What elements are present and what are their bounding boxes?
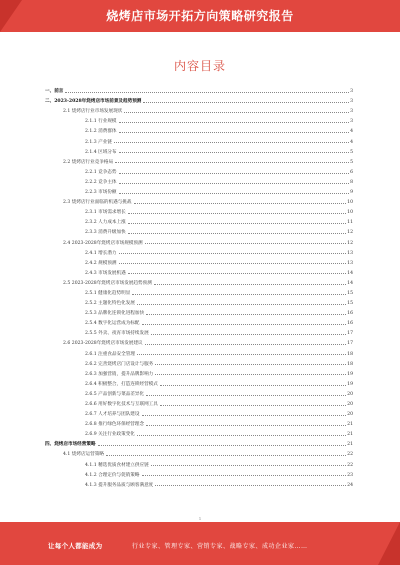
toc-entry-label: 2.6.2 完善烧烤店门店设计与服务	[85, 361, 154, 367]
toc-entry-label: 2.2.1 竞争态势	[85, 169, 117, 175]
toc-dot-leader	[128, 273, 346, 274]
toc-entry[interactable]	[45, 104, 353, 114]
toc-dot-leader	[124, 112, 349, 113]
toc-entry[interactable]	[45, 346, 353, 356]
toc-entry[interactable]	[45, 306, 353, 316]
toc-entry-label: 2.2.2 竞争主体	[85, 179, 117, 185]
toc-dot-leader	[119, 193, 350, 194]
toc-dot-leader	[137, 304, 346, 305]
toc-dot-leader	[114, 142, 349, 143]
toc-entry-label: 2.5.3 品牌化连锁化进程加快	[85, 311, 145, 317]
toc-entry[interactable]	[45, 478, 353, 488]
toc-entry-label: 2.1.1 行业规模	[85, 119, 117, 125]
toc-entry-label: 2.3 烧烤店行业面临的机遇与挑战	[63, 200, 132, 206]
toc-dot-leader	[160, 405, 346, 406]
toc-entry-page: 23	[347, 472, 353, 478]
toc-entry-label: 2.6.7 人才培养与团队建设	[85, 412, 140, 418]
toc-entry-label: 二、2023-2028年烧烤店市场前景及趋势预测	[45, 99, 142, 105]
toc-entry[interactable]	[45, 84, 353, 94]
toc-dot-leader	[132, 294, 346, 295]
toc-dot-leader	[146, 395, 346, 396]
toc-entry[interactable]	[45, 447, 353, 457]
toc-dot-leader	[142, 324, 347, 325]
toc-entry[interactable]	[45, 417, 353, 427]
toc-entry-label: 2.4.2 规模预测	[85, 260, 117, 266]
toc-entry-label: 4.1.3 提升服务品质与顾客满意度	[85, 482, 154, 488]
toc-entry-page: 14	[347, 270, 353, 276]
toc-entry-page: 18	[347, 361, 353, 367]
toc-entry-page: 14	[347, 280, 353, 286]
toc-entry[interactable]	[45, 316, 353, 326]
toc-entry-label: 2.6.5 产品创新与菜品差异化	[85, 391, 145, 397]
toc-entry-label: 2.5.2 主题化特色化发展	[85, 301, 135, 307]
toc-dot-leader	[119, 183, 350, 184]
toc-entry-label: 2.3.2 人力成本上涨	[85, 220, 126, 226]
toc-entry-page: 5	[350, 159, 353, 165]
toc-entry-label: 2.6 2023-2028年烧烤店市场发展建议	[63, 341, 143, 347]
toc-dot-leader	[128, 213, 346, 214]
toc-entry-page: 21	[347, 442, 353, 448]
toc-entry[interactable]	[45, 468, 353, 478]
toc-entry-page: 20	[347, 412, 353, 418]
footer-slogan: 让每个人都能成为	[48, 542, 103, 550]
toc-entry-page: 20	[347, 402, 353, 407]
toc-entry-label: 2.4.1 增长潜力	[85, 250, 117, 256]
toc-dot-leader	[155, 364, 346, 365]
toc-entry[interactable]	[45, 124, 353, 134]
toc-entry-page: 11	[347, 220, 353, 226]
toc-entry-page: 21	[347, 422, 353, 428]
toc-entry-page: 15	[347, 301, 353, 307]
toc-dot-leader	[142, 475, 347, 476]
toc-entry-label: 4.1 烧烤店运营策略	[63, 452, 104, 458]
toc-entry-label: 2.6.4 积极整合，打造连锁经营模式	[85, 381, 158, 387]
toc-dot-leader	[119, 173, 350, 174]
toc-entry[interactable]	[45, 225, 353, 235]
toc-dot-leader	[119, 263, 347, 264]
toc-entry[interactable]	[45, 336, 353, 346]
toc-entry[interactable]	[45, 407, 353, 417]
toc-dot-leader	[119, 122, 350, 123]
toc-entry-page: 3	[350, 119, 353, 125]
toc-entry[interactable]	[45, 195, 353, 205]
toc-entry-page: 3	[350, 89, 353, 95]
toc-entry-label: 2.5 2023-2028年烧烤店市场发展趋势预测	[63, 280, 152, 286]
toc-entry[interactable]	[45, 437, 353, 447]
toc-entry[interactable]	[45, 256, 353, 266]
toc-dot-leader	[155, 485, 346, 486]
toc-entry-page: 19	[347, 371, 353, 377]
toc-dot-leader	[134, 203, 347, 204]
toc-entry-page: 9	[350, 190, 353, 196]
toc-entry[interactable]	[45, 326, 353, 336]
toc-dot-leader	[137, 435, 346, 436]
toc-entry[interactable]	[45, 246, 353, 256]
toc-entry-page: 18	[347, 351, 353, 357]
toc-dot-leader	[128, 233, 346, 234]
toc-entry[interactable]	[45, 296, 353, 306]
toc-entry-page: 13	[347, 250, 353, 256]
toc-entry-page: 4	[350, 139, 353, 145]
toc-entry-page: 17	[347, 331, 353, 337]
toc-entry[interactable]	[45, 367, 353, 377]
toc-entry-label: 4.1.2 合理定价与促销策略	[85, 472, 140, 478]
toc-entry[interactable]	[45, 266, 353, 276]
toc-entry-page: 22	[347, 462, 353, 468]
toc-dot-leader	[119, 152, 350, 153]
footer-tagline: 行业专家、管理专家、营销专家、战略专家、成功企业家……	[132, 543, 308, 550]
toc-entry[interactable]	[45, 114, 353, 124]
toc-dot-leader	[128, 223, 346, 224]
toc-entry[interactable]	[45, 165, 353, 175]
toc-dot-leader	[154, 284, 346, 285]
toc-entry[interactable]	[45, 155, 353, 165]
toc-dot-leader	[98, 445, 347, 446]
toc-entry[interactable]	[45, 94, 353, 104]
toc-dot-leader	[155, 374, 346, 375]
toc-entry[interactable]	[45, 175, 353, 185]
toc-entry-page: 20	[347, 391, 353, 397]
toc-entry-label: 2.6.3 加强营销，提升品牌影响力	[85, 371, 154, 377]
toc-dot-leader	[65, 92, 349, 93]
toc-entry-label: 2.3.1 市场需求增长	[85, 210, 126, 216]
footer-bar	[0, 522, 400, 565]
toc-entry-label: 2.4.3 市场发展机遇	[85, 270, 126, 276]
toc-entry-page: 3	[350, 99, 353, 105]
toc-entry-page: 16	[347, 311, 353, 317]
table-of-contents	[45, 84, 353, 488]
toc-entry-page: 21	[347, 432, 353, 438]
toc-entry[interactable]	[45, 397, 353, 407]
toc-entry-label: 2.5.4 数字化运营成为标配	[85, 321, 140, 327]
toc-entry-label: 2.6.6 用好数字化技术与互联网工具	[85, 402, 158, 407]
toc-entry-page: 6	[350, 169, 353, 175]
toc-entry-page: 10	[347, 200, 353, 206]
toc-entry-label: 2.3.3 消费升级加快	[85, 230, 126, 236]
toc-dot-leader	[115, 162, 349, 163]
toc-entry-label: 2.2 烧烤店行业竞争格局	[63, 159, 114, 165]
toc-entry-page: 19	[347, 381, 353, 387]
toc-entry-label: 2.6.8 推行绿色环保经营理念	[85, 422, 145, 428]
toc-dot-leader	[160, 385, 346, 386]
toc-entry[interactable]	[45, 427, 353, 437]
toc-dot-leader	[142, 415, 347, 416]
toc-entry-page: 5	[350, 149, 353, 155]
toc-entry-page: 4	[350, 129, 353, 135]
toc-dot-leader	[146, 314, 346, 315]
toc-entry[interactable]	[45, 145, 353, 155]
header-bar	[0, 0, 400, 32]
toc-entry-page: 16	[347, 321, 353, 327]
toc-entry-page: 17	[347, 341, 353, 347]
toc-entry[interactable]	[45, 286, 353, 296]
toc-entry-label: 2.1 烧烤店行业市场发展现状	[63, 109, 123, 115]
toc-entry-page: 24	[347, 482, 353, 488]
toc-entry-label: 一、前言	[45, 89, 64, 95]
toc-entry[interactable]	[45, 215, 353, 225]
toc-entry-page: 3	[350, 109, 353, 115]
toc-entry-page: 10	[347, 210, 353, 216]
toc-dot-leader	[145, 243, 347, 244]
toc-dot-leader	[151, 334, 346, 335]
toc-entry[interactable]	[45, 235, 353, 245]
toc-entry-label: 2.1.4 区域分布	[85, 149, 117, 155]
toc-entry-label: 四、烧烤店市场经营策略	[45, 442, 96, 448]
toc-entry-page: 8	[350, 179, 353, 185]
toc-entry-label: 4.1.1 精选优质食材建立供应链	[85, 462, 149, 468]
toc-entry-label: 2.1.2 消费群体	[85, 129, 117, 135]
toc-entry-page: 22	[347, 452, 353, 458]
toc-entry-page: 15	[347, 290, 353, 296]
toc-entry[interactable]	[45, 387, 353, 397]
toc-title: 内容目录	[173, 59, 226, 73]
toc-entry[interactable]	[45, 205, 353, 215]
report-title: 烧烤店市场开拓方向策略研究报告	[106, 9, 294, 23]
toc-dot-leader	[143, 102, 349, 103]
toc-dot-leader	[137, 354, 346, 355]
toc-entry[interactable]	[45, 377, 353, 387]
toc-entry[interactable]	[45, 276, 353, 286]
toc-entry[interactable]	[45, 134, 353, 144]
toc-dot-leader	[106, 455, 346, 456]
toc-entry-page: 12	[347, 240, 353, 246]
toc-dot-leader	[151, 465, 346, 466]
toc-dot-leader	[145, 344, 347, 345]
toc-dot-leader	[146, 425, 346, 426]
toc-entry[interactable]	[45, 357, 353, 367]
toc-entry-label: 2.2.3 市场份额	[85, 190, 117, 196]
toc-entry-page: 13	[347, 260, 353, 266]
footer-fold-decoration	[378, 522, 400, 565]
toc-entry-label: 2.1.3 产业链	[85, 139, 112, 145]
toc-dot-leader	[119, 132, 350, 133]
page-number: 1	[198, 516, 202, 521]
toc-entry-label: 2.5.1 健康化趋势明显	[85, 290, 131, 296]
toc-entry-page: 12	[347, 230, 353, 236]
toc-entry-label: 2.5.5 外卖、夜宵市场持续发展	[85, 331, 149, 337]
toc-dot-leader	[119, 253, 347, 254]
toc-entry-label: 2.6.1 注重食品安全管理	[85, 351, 135, 357]
toc-entry[interactable]	[45, 185, 353, 195]
toc-entry-label: 2.4 2023-2028年烧烤店市场规模预测	[63, 240, 143, 246]
toc-entry-label: 2.6.9 关注行业政策变化	[85, 432, 135, 438]
toc-entry[interactable]	[45, 457, 353, 467]
